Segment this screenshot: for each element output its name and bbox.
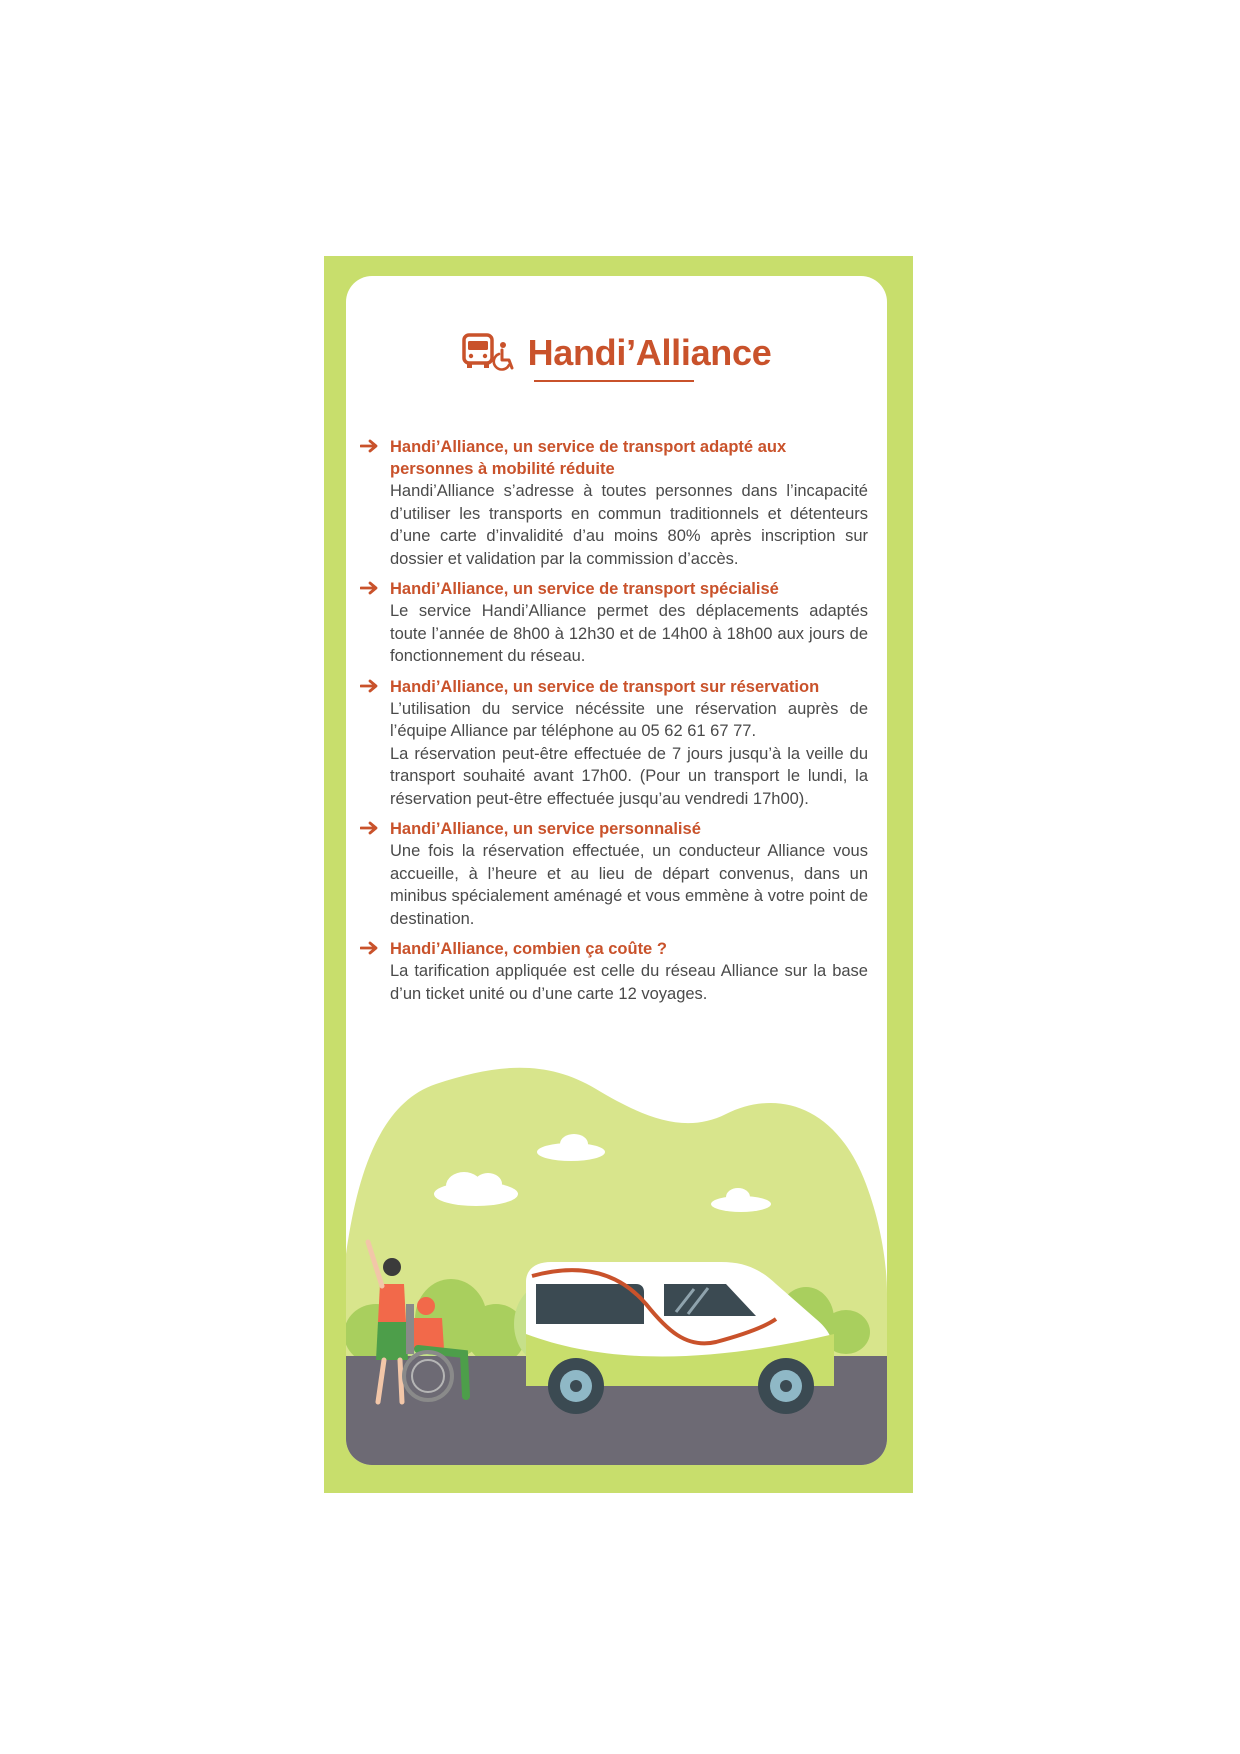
section-body: Le service Handi’Alliance permet des déplacements adaptés toute l’année de 8h00 à 12h30 et de 14h00 à 18h00 aux jours de fonctionnement du réseau. bbox=[390, 602, 868, 665]
section-body: Handi’Alliance s’adresse à toutes personnes dans l’incapacité d’utiliser les transports en commun traditionnels et détenteurs d’une carte d’invalidité d’au moins 80% après inscription sur dossier et validation par la commission d’accès. bbox=[390, 482, 868, 568]
title-row bbox=[346, 332, 887, 382]
bus-wheelchair-icon bbox=[462, 332, 514, 374]
section-body: L’utilisation du service nécéssite une réservation auprès de l’équipe Alliance par téléphone au 05 62 61 67 77. bbox=[390, 699, 868, 740]
sections-list bbox=[360, 436, 868, 1013]
arrow-right-icon bbox=[360, 438, 380, 454]
flyer-card bbox=[346, 276, 887, 1465]
section-personalized bbox=[360, 818, 868, 930]
section-heading: Handi’Alliance, un service de transport sur réservation bbox=[390, 677, 820, 696]
section-body: Une fois la réservation effectuée, un conducteur Alliance vous accueille, à l’heure et au lieu de départ convenus, dans un minibus spécialement aménagé et vous emmène à votre point de destination. bbox=[390, 842, 868, 928]
section-heading: Handi’Alliance, combien ça coûte ? bbox=[390, 940, 667, 958]
section-body: La tarification appliquée est celle du réseau Alliance sur la base d’un ticket unité ou d’une carte 12 voyages. bbox=[390, 962, 868, 1003]
arrow-right-icon bbox=[360, 940, 380, 956]
section-body-continued: La réservation peut-être effectuée de 7 jours jusqu’à la veille du transport souhaité avant 17h00. (Pour un transport le lundi, la réservation peut-être effectuée jusqu’au vendredi 17h00). bbox=[390, 744, 868, 808]
section-pricing bbox=[360, 938, 868, 1005]
flyer-frame bbox=[324, 256, 913, 1493]
arrow-right-icon bbox=[360, 820, 380, 836]
page-title: Handi’Alliance bbox=[527, 332, 772, 373]
section-heading: Handi’Alliance, un service personnalisé bbox=[390, 820, 701, 838]
arrow-right-icon bbox=[360, 678, 380, 694]
section-heading: Handi’Alliance, un service de transport spécialisé bbox=[390, 580, 779, 598]
arrow-right-icon bbox=[360, 580, 380, 596]
section-heading: Handi’Alliance, un service de transport adapté aux personnes à mobilité réduite bbox=[390, 438, 787, 478]
section-adapted bbox=[360, 436, 868, 570]
minibus-illustration bbox=[346, 1064, 887, 1465]
section-reservation bbox=[360, 676, 868, 811]
section-specialized bbox=[360, 578, 868, 668]
title-underline bbox=[534, 380, 694, 382]
